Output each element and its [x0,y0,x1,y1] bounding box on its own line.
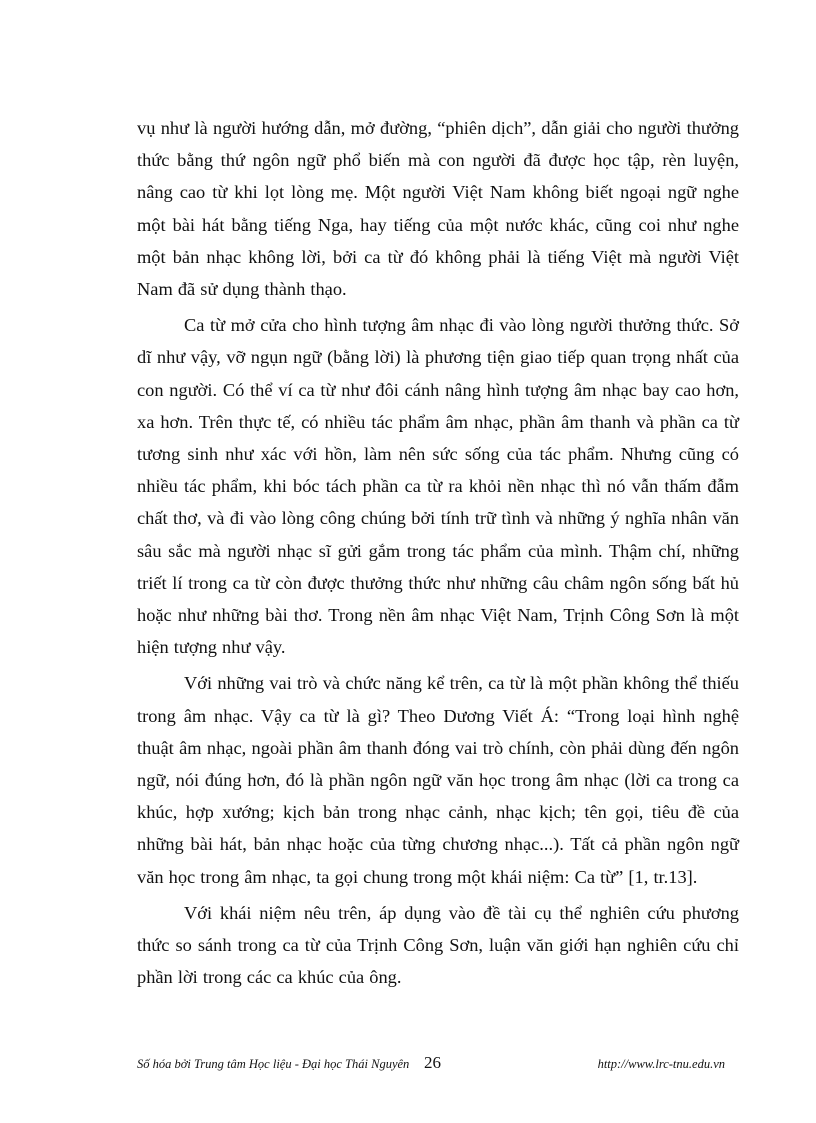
footer-source-text: Số hóa bởi Trung tâm Học liệu - Đại học Thái Nguyên [137,1057,410,1071]
page-footer [137,1055,739,1077]
paragraph: Với khái niệm nêu trên, áp dụng vào đề tài cụ thể nghiên cứu phương thức so sánh trong ca từ của Trịnh Công Sơn, luận văn giới hạn nghiên cứu chỉ phần lời trong các ca khúc của ông. [137,902,739,988]
document-body [137,112,739,993]
page-number: 26 [424,1053,441,1072]
paragraph: Với những vai trò và chức năng kể trên, ca từ là một phần không thể thiếu trong âm nhạc. Vậy ca từ là gì? Theo Dương Viết Á: “Trong loại hình nghệ thuật âm nhạc, ngoài phần âm thanh đóng vai trò chính, còn phải dùng đến ngôn ngữ, nói đúng hơn, đó là phần ngôn ngữ văn học trong âm nhạc (lời ca trong ca khúc, hợp xướng; kịch bản trong nhạc cảnh, nhạc kịch; tên gọi, tiêu đề của những bài hát, bản nhạc hoặc của từng chương nhạc...). Tất cả phần ngôn ngữ văn học trong âm nhạc, ta gọi chung trong một khái niệm: Ca từ” [1, tr.13]. [137,673,739,887]
paragraph: Ca từ mở cửa cho hình tượng âm nhạc đi vào lòng người thưởng thức. Sở dĩ như vậy, vỡ ngụn ngữ (bằng lời) là phương tiện giao tiếp quan trọng nhất của con người. Có thể ví ca từ như đôi cánh nâng hình tượng âm nhạc bay cao hơn, xa hơn. Trên thực tế, có nhiều tác phẩm âm nhạc, phần âm thanh và phần ca từ tương sinh như xác với hồn, làm nên sức sống của tác phẩm. Nhưng cũng có nhiều tác phẩm, khi bóc tách phần ca từ ra khỏi nền nhạc thì nó vẫn thấm đẫm chất thơ, và đi vào lòng công chúng bởi tính trữ tình và những ý nghĩa nhân văn sâu sắc mà người nhạc sĩ gửi gắm trong tác phẩm của mình. Thậm chí, những triết lí trong ca từ còn được thưởng thức như những câu châm ngôn sống bất hủ hoặc như những bài thơ. Trong nền âm nhạc Việt Nam, Trịnh Công Sơn là một hiện tượng như vậy. [137,315,739,658]
paragraph-continued: vụ như là người hướng dẫn, mở đường, “phiên dịch”, dẫn giải cho người thưởng thức bằng thứ ngôn ngữ phổ biến mà con người đã được học tập, rèn luyện, nâng cao từ khi lọt lòng mẹ. Một người Việt Nam không biết ngoại ngữ nghe một bài hát bằng tiếng Nga, hay tiếng của một nước khác, cũng coi như nghe một bản nhạc không lời, bởi ca từ đó không phải là tiếng Việt mà người Việt Nam đã sử dụng thành thạo. [137,118,739,300]
footer-url-text: http://www.lrc-tnu.edu.vn [597,1057,725,1071]
